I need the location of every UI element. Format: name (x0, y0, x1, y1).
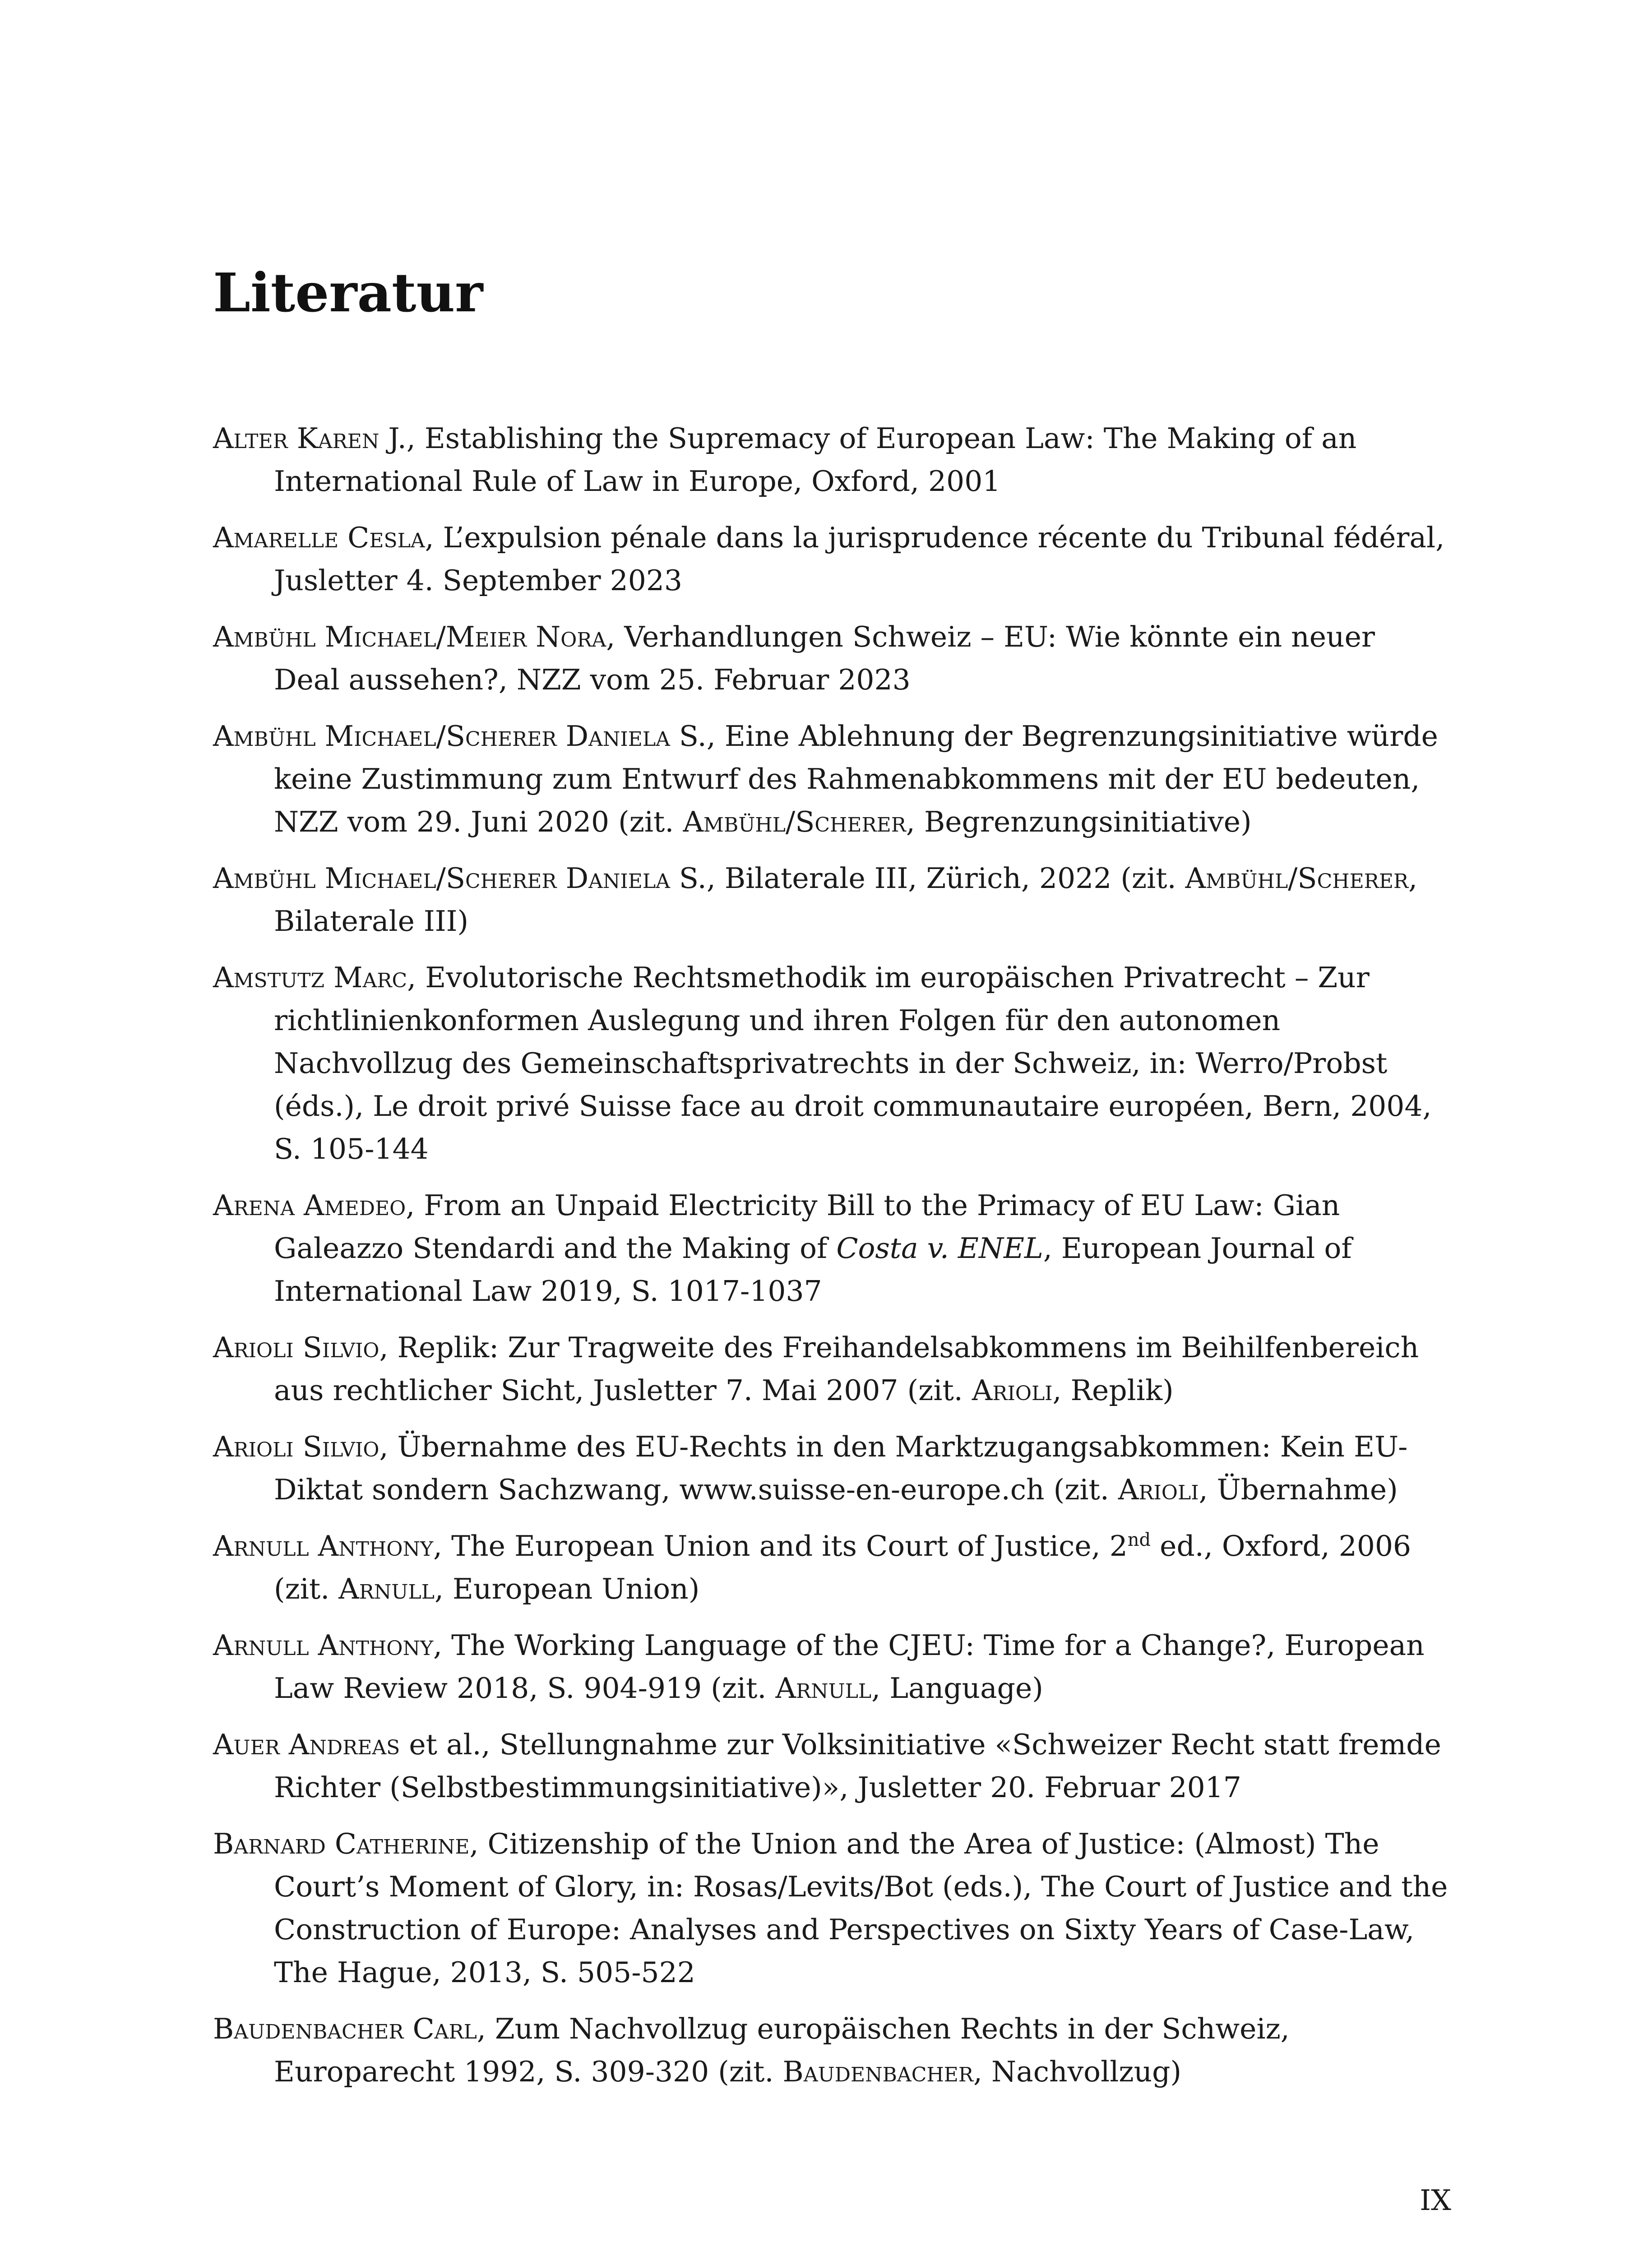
entry-cite-author: Arnull (775, 1672, 872, 1705)
page-title: Literatur (213, 261, 483, 324)
entry-author: Arioli Silvio (213, 1430, 379, 1463)
entry-cite-text: , European Union) (434, 1572, 700, 1605)
entry-author: Arioli Silvio (213, 1331, 379, 1364)
bibliography-entry (213, 1723, 1449, 1809)
bibliography-entry (213, 1525, 1449, 1610)
entry-cite-author: Arnull (338, 1572, 435, 1605)
entry-cite-author: Baudenbacher (782, 2055, 973, 2088)
entry-author: Amarelle Cesla (213, 521, 425, 554)
entry-text: , Eine Ablehnung der Begrenzungsinitiative würde keine Zustimmung zum Entwurf des Rahmenabkommens mit der EU bedeuten, NZZ vom 29. Juni 2020 (zit. (274, 720, 1438, 838)
entry-author: Ambühl Michael/Scherer Daniela S. (213, 720, 707, 753)
entry-text: , The European Union and its Court of Justice, 2 (433, 1530, 1128, 1563)
entry-text-after: , European Journal of International Law 2019, S. 1017-1037 (274, 1232, 1352, 1308)
entry-text: , Übernahme des EU-Rechts in den Marktzugangsabkommen: Kein EU-Diktat sondern Sachzwang, www.suisse-en-europe.ch (zit. (274, 1430, 1408, 1506)
entry-cite-text: , Bilaterale III) (274, 862, 1418, 938)
entry-author: Arnull Anthony (213, 1530, 434, 1563)
entry-text: , Zum Nachvollzug europäischen Rechts in der Schweiz, Europarecht 1992, S. 309-320 (zit. (274, 2012, 1290, 2088)
entry-text: , Bilaterale III, Zürich, 2022 (zit. (706, 862, 1185, 895)
bibliography-entry (213, 857, 1449, 943)
bibliography-entry (213, 1425, 1449, 1511)
bibliography-entry (213, 417, 1449, 503)
bibliography-entry (213, 956, 1449, 1170)
entry-cite-text: , Übernahme) (1199, 1473, 1398, 1506)
bibliography-entry (213, 1822, 1449, 1994)
entry-text: , Establishing the Supremacy of European Law: The Making of an International Rule of Law in Europe, Oxford, 2001 (274, 422, 1357, 498)
entry-cite-text: , Replik) (1052, 1374, 1174, 1407)
entry-cite-author: Ambühl/Scherer (683, 805, 906, 838)
page-number: IX (1420, 2184, 1451, 2217)
entry-text: , From an Unpaid Electricity Bill to the Primacy of EU Law: Gian Galeazzo Stendardi and the Making of (274, 1189, 1340, 1265)
entry-text: , Citizenship of the Union and the Area of Justice: (Almost) The Court’s Moment of Glory, in: Rosas/Levits/Bot (eds.), The Court of Justice and the Construction of Europe: Analyses and Perspectives on Sixty Years of Case-Law, The Hague, 2013, S. 505-522 (274, 1827, 1448, 1989)
bibliography-entry (213, 715, 1449, 843)
entry-cite-text: , Begrenzungsinitiative) (906, 805, 1252, 838)
entry-text-after: ed., Oxford, 2006 (zit. (274, 1530, 1411, 1605)
bibliography-entry (213, 1624, 1449, 1710)
bibliography-entry (213, 516, 1449, 602)
entry-author: Barnard Catherine (213, 1827, 470, 1860)
entry-text: , Evolutorische Rechtsmethodik im europäischen Privatrecht – Zur richtlinienkonformen Auslegung und ihren Folgen für den autonomen Nachvollzug des Gemeinschaftsprivatrechts in der Schweiz, in: Werro/Probst (éds.), Le droit privé Suisse face au droit communautaire européen, Bern, 2004, S. 105-144 (274, 961, 1432, 1165)
entry-author: Ambühl Michael/Meier Nora (213, 620, 606, 653)
entry-text: , The Working Language of the CJEU: Time for a Change?, European Law Review 2018, S. 904-919 (zit. (274, 1629, 1425, 1705)
entry-italic-title: Costa v. ENEL (836, 1232, 1043, 1265)
entry-cite-text: , Language) (871, 1672, 1043, 1705)
entry-superscript: nd (1127, 1530, 1151, 1550)
entry-cite-author: Arioli (1118, 1473, 1199, 1506)
entry-text: , Verhandlungen Schweiz – EU: Wie könnte ein neuer Deal aussehen?, NZZ vom 25. Februar 2023 (274, 620, 1375, 696)
entry-text: , L’expulsion pénale dans la jurisprudence récente du Tribunal fédéral, Jusletter 4. September 2023 (274, 521, 1445, 597)
entry-cite-text: , Nachvollzug) (973, 2055, 1182, 2088)
entry-cite-author: Arioli (972, 1374, 1053, 1407)
bibliography-entry (213, 1326, 1449, 1412)
entry-cite-author: Ambühl/Scherer (1185, 862, 1409, 895)
entry-author: Alter Karen J. (213, 422, 407, 455)
entry-author: Amstutz Marc (213, 961, 407, 994)
entry-author: Arnull Anthony (213, 1629, 434, 1662)
entry-text: et al., Stellungnahme zur Volksinitiative «Schweizer Recht statt fremde Richter (Selbstbestimmungsinitiative)», Jusletter 20. Februar 2017 (274, 1728, 1441, 1804)
entry-author: Arena Amedeo (213, 1189, 406, 1222)
bibliography-entry (213, 2007, 1449, 2093)
bibliography-entry (213, 615, 1449, 701)
bibliography-entry (213, 1184, 1449, 1313)
entry-author: Auer Andreas (213, 1728, 400, 1761)
bibliography-list (213, 417, 1449, 2107)
entry-author: Baudenbacher Carl (213, 2012, 477, 2045)
entry-author: Ambühl Michael/Scherer Daniela S. (213, 862, 707, 895)
entry-text: , Replik: Zur Tragweite des Freihandelsabkommens im Beihilfenbereich aus rechtlicher Sicht, Jusletter 7. Mai 2007 (zit. (274, 1331, 1419, 1407)
